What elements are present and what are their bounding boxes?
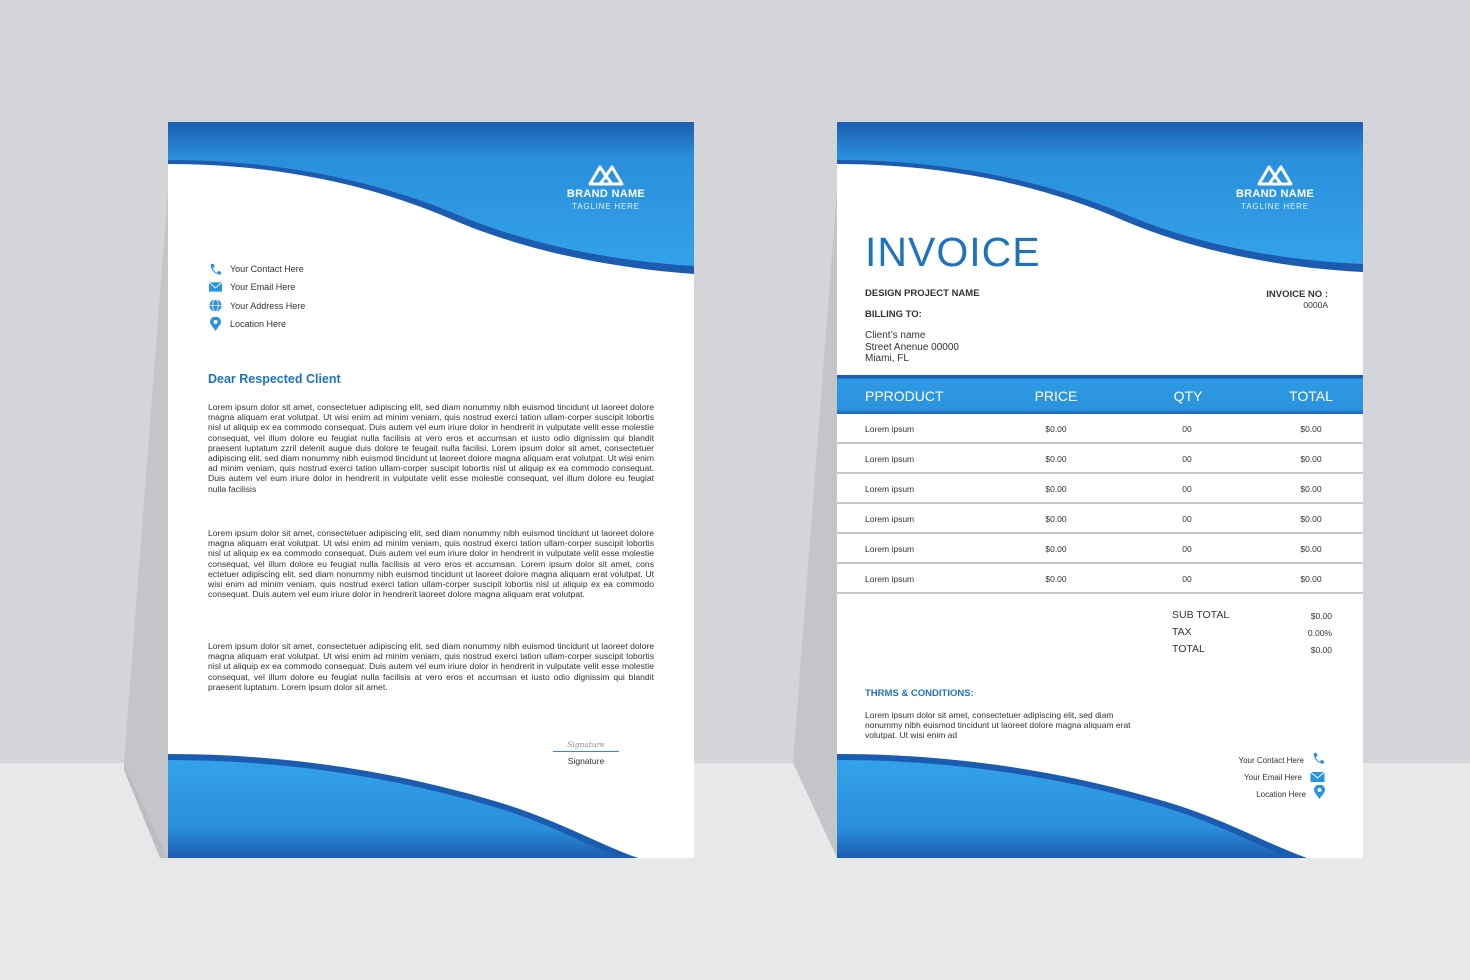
cell-total: $0.00 bbox=[1300, 544, 1322, 554]
cell-product: Lorem ipsum bbox=[865, 454, 915, 464]
total-row bbox=[1172, 643, 1332, 660]
location-pin-icon bbox=[208, 317, 222, 331]
cell-price: $0.00 bbox=[1045, 514, 1067, 524]
tax-value: 0.00% bbox=[1307, 628, 1332, 638]
cell-product: Lorem ipsum bbox=[865, 514, 915, 524]
letterhead-page bbox=[168, 122, 694, 858]
table-row bbox=[837, 444, 1363, 474]
email-text: Your Email Here bbox=[230, 282, 296, 293]
location-item bbox=[208, 315, 305, 333]
table-row bbox=[837, 534, 1363, 564]
brand-tagline: TAGLINE HERE bbox=[572, 202, 640, 211]
cell-qty: 00 bbox=[1182, 544, 1192, 554]
invoice-number-value: 0000A bbox=[1303, 300, 1328, 310]
subtotal-label: SUB TOTAL bbox=[1172, 609, 1230, 621]
cell-product: Lorem ipsum bbox=[865, 574, 915, 584]
cell-price: $0.00 bbox=[1045, 574, 1067, 584]
brand-name: BRAND NAME bbox=[1235, 188, 1315, 200]
footer-wave bbox=[837, 754, 1363, 858]
brand-block bbox=[1225, 164, 1325, 211]
contact-list bbox=[208, 260, 305, 333]
column-header-total: TOTAL bbox=[1289, 388, 1333, 404]
email-icon bbox=[208, 280, 222, 294]
signature-line bbox=[553, 751, 619, 752]
cell-total: $0.00 bbox=[1300, 574, 1322, 584]
terms-text: Lorem ipsum dolor sit amet, consectetuer adipiscing elit, sed diam nonummy nibh euismod tincidunt ut laoreet dolore magna aliquam erat volutpat. Ut wisi enim ad bbox=[865, 710, 1131, 741]
cell-price: $0.00 bbox=[1045, 484, 1067, 494]
location-text: Location Here bbox=[230, 319, 287, 330]
subtotal-value: $0.00 bbox=[1310, 611, 1332, 621]
cell-total: $0.00 bbox=[1300, 424, 1322, 434]
total-value: $0.00 bbox=[1310, 645, 1332, 655]
client-name: Client’s name bbox=[865, 330, 926, 341]
tax-label: TAX bbox=[1172, 626, 1192, 638]
cell-product: Lorem ipsum bbox=[865, 424, 915, 434]
cell-total: $0.00 bbox=[1300, 484, 1322, 494]
cell-price: $0.00 bbox=[1045, 544, 1067, 554]
invoice-page bbox=[837, 122, 1363, 858]
column-header-product: PPRODUCT bbox=[865, 388, 944, 404]
brand-name: BRAND NAME bbox=[566, 188, 646, 200]
phone-icon bbox=[208, 262, 222, 276]
subtotal-row bbox=[1172, 609, 1332, 626]
cell-qty: 00 bbox=[1182, 514, 1192, 524]
footer-wave bbox=[168, 754, 694, 858]
table-row bbox=[837, 474, 1363, 504]
location-text: Location Here bbox=[1256, 790, 1306, 800]
globe-icon bbox=[208, 299, 222, 313]
table-header bbox=[837, 375, 1363, 414]
brand-tagline: TAGLINE HERE bbox=[1241, 202, 1309, 211]
email-text: Your Email Here bbox=[1244, 773, 1302, 783]
contact-text: Your Contact Here bbox=[230, 264, 304, 275]
brand-block bbox=[556, 164, 656, 211]
invoice-number-label: INVOICE NO : bbox=[1266, 289, 1328, 300]
brand-logo-icon bbox=[588, 164, 624, 186]
project-name: DESIGN PROJECT NAME bbox=[865, 288, 980, 299]
cell-total: $0.00 bbox=[1300, 454, 1322, 464]
billing-label: BILLING TO: bbox=[865, 309, 922, 320]
client-address bbox=[865, 330, 959, 365]
greeting: Dear Respected Client bbox=[208, 372, 341, 386]
signature-label: Signature bbox=[567, 756, 605, 766]
cell-price: $0.00 bbox=[1045, 454, 1067, 464]
column-header-qty: QTY bbox=[1173, 388, 1203, 404]
table-body bbox=[837, 414, 1363, 594]
brand-logo-icon bbox=[1257, 164, 1293, 186]
table-row bbox=[837, 414, 1363, 444]
total-label: TOTAL bbox=[1172, 643, 1205, 655]
cell-qty: 00 bbox=[1182, 424, 1192, 434]
column-header-price: PRICE bbox=[1034, 388, 1078, 404]
tax-row bbox=[1172, 626, 1332, 643]
invoice-title: INVOICE bbox=[865, 229, 1041, 275]
email-item bbox=[208, 278, 305, 296]
address-item bbox=[208, 297, 305, 315]
address-text: Your Address Here bbox=[230, 300, 306, 311]
cell-qty: 00 bbox=[1182, 574, 1192, 584]
signature-script: Signature bbox=[567, 740, 605, 749]
client-street: Street Anenue 00000 bbox=[865, 341, 959, 353]
cell-product: Lorem ipsum bbox=[865, 544, 915, 554]
cell-qty: 00 bbox=[1182, 484, 1192, 494]
body-paragraph: Lorem ipsum dolor sit amet, consectetuer adipiscing elit, sed diam nonummy nibh euismod tincidunt ut laoreet dolore magna aliquam erat volutpat. Ut wisi enim ad minim veniam, quis nostrud exerci tation ullam-corper suscipit lobortis nisl ut aliquip ex ea commodo consequat. Duis autem vel eum iriure dolor in hendrerit in vulputate velit esse molestie consequat, vel illum dolore eu feugiat nulla facilisis at vero eros et accumsan. Lorem ipsum dolor sit amet, cons ectetuer adipiscing elit, sed diam nonummy nibh euismod tincidunt ut laoreet dolore magna aliquam erat volutpat. Ut wisi enim ad minim veniam, quis nostrud exerci tation ullam-corper suscipit lobortis nisl ut aliquip ex ea commodo consequat. Duis autem vel eum iriure dolor in hendrerit laoreet dolore magna aliquam erat volutpat. bbox=[208, 528, 654, 600]
cell-product: Lorem ipsum bbox=[865, 484, 915, 494]
table-row bbox=[837, 564, 1363, 594]
contact-text: Your Contact Here bbox=[1238, 756, 1304, 766]
table-row bbox=[837, 504, 1363, 534]
invoice-number bbox=[1266, 289, 1328, 310]
cell-price: $0.00 bbox=[1045, 424, 1067, 434]
totals-block bbox=[1172, 609, 1332, 660]
client-city: Miami, FL bbox=[865, 353, 909, 364]
terms-title: THRMS & CONDITIONS: bbox=[865, 688, 974, 699]
cell-total: $0.00 bbox=[1300, 514, 1322, 524]
body-paragraph: Lorem ipsum dolor sit amet, consectetuer adipiscing elit, sed diam nonummy nibh euismod tincidunt ut laoreet dolore magna aliquam erat volutpat. Ut wisi enim ad minim veniam, quis nostrud exerci tation ullam-corper suscipit lobortis nisl ut aliquip ex ea commodo consequat. Duis autem vel eum iriure dolor in hendrerit in vulputate velit esse molestie consequat, vel illum dolore eu feugiat nulla facilisis at vero eros et accumsan et iusto odio dignissim qui blandit praesent luptatum. Lorem ipsum dolor sit amet. bbox=[208, 641, 654, 692]
cell-qty: 00 bbox=[1182, 454, 1192, 464]
body-paragraph: Lorem ipsum dolor sit amet, consectetuer adipiscing elit, sed diam nonummy nibh euismod tincidunt ut laoreet dolore magna aliquam erat volutpat. Ut wisi enim ad minim veniam, quis nostrud exerci tation ullam-corper suscipit lobortis nisl ut aliquip ex ea commodo consequat. Duis autem vel eum iriure dolor in hendrerit in vulputate velit esse molestie consequat, vel illum dolore eu feugiat nulla facilisis at vero eros et accumsan et iusto odio dignissim qui blandit praesent luptatum zzril delenit augue duis dolore te feugait nulla facilisi. Lorem ipsum dolor sit amet, consectetuer adipiscing elit, sed diam nonummy nibh euismod tincidunt ut laoreet dolore magna aliquam erat volutpat. Ut wisi enim ad minim veniam, quis nostrud exerci tation ullam-corper suscipit lobortis nisl ut aliquip ex ea commodo consequat. Duis autem vel eum iriure dolor in hendrerit in vulputate velit esse molestie consequat, vel illum dolore eu feugiat nulla facilisis bbox=[208, 402, 654, 494]
contact-item bbox=[208, 260, 305, 278]
